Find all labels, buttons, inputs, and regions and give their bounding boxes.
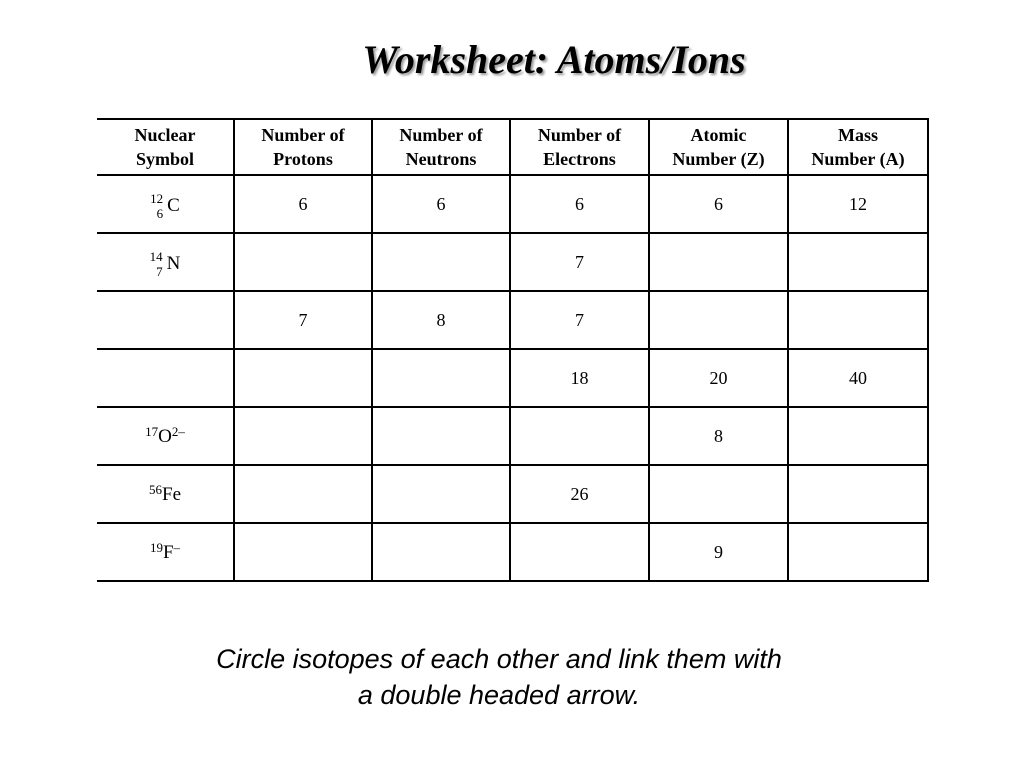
electrons-cell: 7 xyxy=(510,291,649,349)
mass-number-cell xyxy=(788,407,928,465)
atomic-number-cell: 6 xyxy=(649,175,788,233)
protons-cell xyxy=(234,349,372,407)
neutrons-cell xyxy=(372,523,510,581)
neutrons-cell: 6 xyxy=(372,175,510,233)
table-row xyxy=(97,407,928,465)
electrons-cell xyxy=(510,523,649,581)
nuclear-symbol-cell xyxy=(97,465,234,523)
mass-number-cell xyxy=(788,465,928,523)
nuclear-symbol-cell xyxy=(97,407,234,465)
mass-number-cell: 40 xyxy=(788,349,928,407)
electrons-cell: 26 xyxy=(510,465,649,523)
atomic-number-cell xyxy=(649,465,788,523)
header-neutrons: Number of Neutrons xyxy=(372,119,510,175)
table-row xyxy=(97,523,928,581)
header-protons: Number of Protons xyxy=(234,119,372,175)
neutrons-cell: 8 xyxy=(372,291,510,349)
mass-number-cell xyxy=(788,233,928,291)
mass-number-cell xyxy=(788,291,928,349)
atoms-ions-table xyxy=(97,118,929,582)
atomic-number-cell: 8 xyxy=(649,407,788,465)
nuclear-symbol: 12 6 C xyxy=(150,191,180,221)
electrons-cell: 6 xyxy=(510,175,649,233)
header-atomic-number: Atomic Number (Z) xyxy=(649,119,788,175)
protons-cell xyxy=(234,465,372,523)
neutrons-cell xyxy=(372,465,510,523)
header-nuclear-symbol: Nuclear Symbol xyxy=(97,119,234,175)
protons-cell xyxy=(234,233,372,291)
table-row xyxy=(97,349,928,407)
ion-symbol: $^{17}O^{2-}$ xyxy=(145,424,185,447)
atomic-number-cell xyxy=(649,291,788,349)
atomic-number-cell xyxy=(649,233,788,291)
table-row xyxy=(97,465,928,523)
nuclear-symbol-cell xyxy=(97,523,234,581)
header-row xyxy=(97,119,928,175)
header-electrons: Number of Electrons xyxy=(510,119,649,175)
neutrons-cell xyxy=(372,407,510,465)
nuclear-symbol: 14 7 N xyxy=(149,249,181,279)
atomic-number-cell: 20 xyxy=(649,349,788,407)
ion-symbol: $^{19}$F– xyxy=(149,540,181,563)
header-mass-number: Mass Number (A) xyxy=(788,119,928,175)
mass-number-cell xyxy=(788,523,928,581)
nuclear-symbol-cell xyxy=(97,291,234,349)
electrons-cell xyxy=(510,407,649,465)
neutrons-cell xyxy=(372,233,510,291)
electrons-cell: 18 xyxy=(510,349,649,407)
table-row xyxy=(97,291,928,349)
instruction-text: Circle isotopes of each other and link them with a double headed arrow. xyxy=(216,644,782,710)
table-row xyxy=(97,175,928,233)
mass-number-cell: 12 xyxy=(788,175,928,233)
protons-cell xyxy=(234,523,372,581)
nuclear-symbol-cell xyxy=(97,175,234,233)
electrons-cell: 7 xyxy=(510,233,649,291)
protons-cell xyxy=(234,407,372,465)
protons-cell: 6 xyxy=(234,175,372,233)
nuclear-symbol-cell xyxy=(97,233,234,291)
protons-cell: 7 xyxy=(234,291,372,349)
atomic-number-cell: 9 xyxy=(649,523,788,581)
worksheet-title: Worksheet: Atoms/Ions xyxy=(362,37,746,82)
ion-symbol: $^{56}$Fe xyxy=(149,482,181,505)
table-row xyxy=(97,233,928,291)
nuclear-symbol-cell xyxy=(97,349,234,407)
neutrons-cell xyxy=(372,349,510,407)
